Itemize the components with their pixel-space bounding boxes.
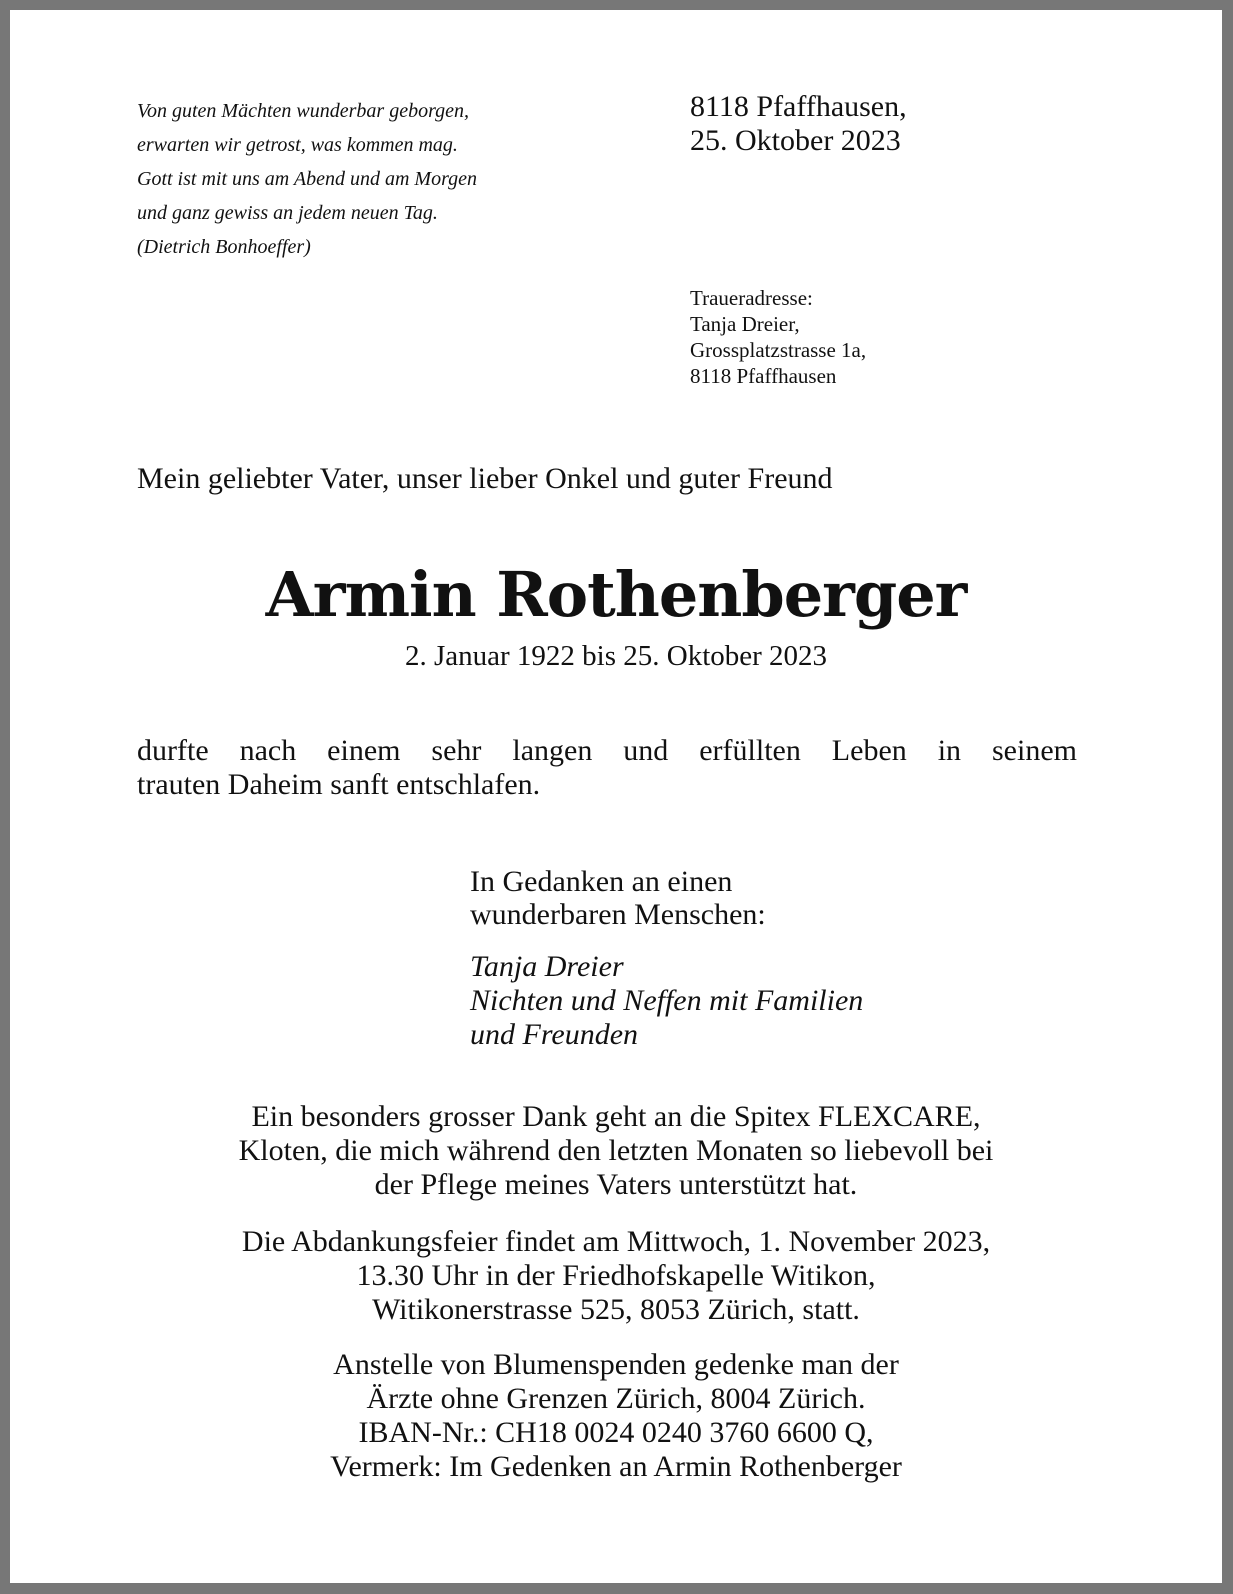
ceremony-line: Die Abdankungsfeier findet am Mittwoch, 1. November 2023, [241,1225,991,1258]
quote-line: erwarten wir getrost, was kommen mag. [137,134,458,156]
thanks-paragraph [10,1100,1222,1202]
ceremony-line: Witikonerstrasse 525, 8053 Zürich, statt. [372,1293,860,1326]
body-text [137,734,1077,802]
in-memory-text [470,865,766,931]
thanks-line: der Pflege meines Vaters unterstützt hat. [374,1168,858,1201]
body-line: trauten Daheim sanft entschlafen. [137,768,541,801]
quote-line: Gott ist mit uns am Abend und am Morgen [137,168,477,190]
place: 8118 Pfaffhausen, [690,90,907,123]
life-dates: 2. Januar 1922 bis 25. Oktober 2023 [404,640,828,672]
address-line: 8118 Pfaffhausen [690,364,837,388]
date: 25. Oktober 2023 [690,124,901,157]
donation-line: Ärzte ohne Grenzen Zürich, 8004 Zürich. [366,1382,866,1415]
quote-line: und ganz gewiss an jedem neuen Tag. [137,202,438,224]
intro-text: Mein geliebter Vater, unser lieber Onkel und guter Freund [137,462,833,495]
thanks-line: Ein besonders grosser Dank geht an die Spitex FLEXCARE, [251,1100,981,1133]
quote-line: Von guten Mächten wunderbar geborgen, [137,100,469,122]
donation-line: Anstelle von Blumenspenden gedenke man der [333,1348,899,1381]
mourner: und Freunden [470,1018,639,1051]
mourner: Nichten und Neffen mit Familien [470,984,864,1017]
ceremony-line: 13.30 Uhr in der Friedhofskapelle Witikon, [356,1259,876,1292]
donation-iban: IBAN-Nr.: CH18 0024 0240 3760 6600 Q, [358,1416,874,1449]
quote-author: (Dietrich Bonhoeffer) [137,236,311,258]
donation-paragraph [10,1348,1222,1484]
address-line: Grossplatzstrasse 1a, [690,338,867,362]
place-date [690,90,907,158]
memory-line: wunderbaren Menschen: [470,898,766,931]
bonhoeffer-quote [137,94,477,264]
mourner: Tanja Dreier [470,950,624,983]
thanks-line: Kloten, die mich während den letzten Monaten so liebevoll bei [238,1134,994,1167]
mourners-list [470,950,863,1052]
obituary-page [10,10,1222,1583]
memory-line: In Gedanken an einen [470,865,733,898]
address-label: Traueradresse: [690,286,813,310]
donation-line: Vermerk: Im Gedenken an Armin Rothenberger [330,1450,902,1483]
mourning-address [690,285,866,389]
address-line: Tanja Dreier, [690,312,800,336]
ceremony-paragraph [10,1225,1222,1327]
body-line: durfte nach einem sehr langen und erfüllten Leben in seinem [137,734,1077,767]
deceased-name: Armin Rothenberger [265,558,967,631]
